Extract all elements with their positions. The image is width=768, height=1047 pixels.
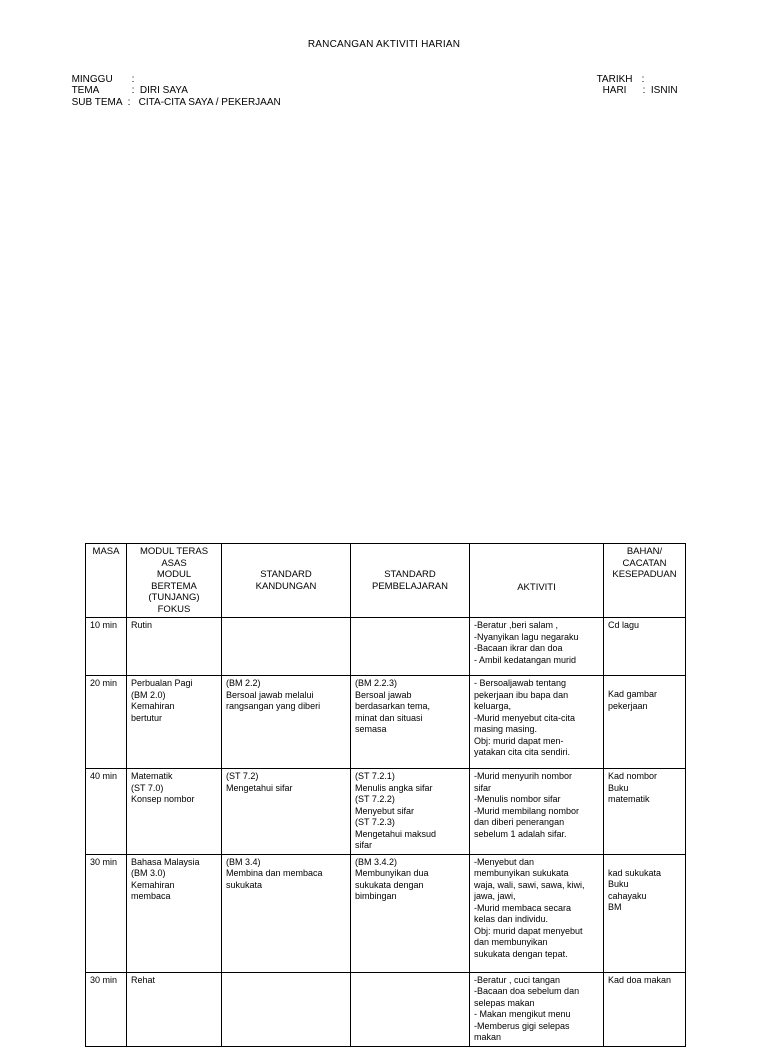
page-title: RANCANGAN AKTIVITI HARIAN: [307, 39, 461, 50]
cell-aktiviti: [470, 769, 604, 855]
cell-sp-line: bimbingan: [355, 891, 397, 901]
cell-bahan-line: Cd lagu: [608, 620, 640, 630]
cell-bahan: [604, 854, 686, 972]
cell-sk-line: Mengetahui sifar: [226, 782, 293, 793]
cell-modul-line: Perbualan Pagi: [131, 678, 193, 688]
cell-sk: [222, 769, 351, 855]
cell-sp-line: (ST 7.2.3): [355, 817, 395, 827]
cell-bahan-line: BM: [608, 902, 622, 912]
cell-sk: [222, 618, 351, 676]
header-sp-line: PEMBELAJARAN: [371, 580, 449, 592]
cell-masa: 10 min: [86, 618, 127, 676]
tema-value: : DIRI SAYA: [131, 85, 188, 96]
cell-modul-line: Matematik: [131, 771, 173, 781]
minggu-value: :: [131, 74, 135, 85]
cell-sp-line: (BM 3.4.2): [355, 856, 398, 867]
cell-aktiviti-line: makan: [474, 1032, 502, 1042]
cell-aktiviti: [470, 854, 604, 972]
header-modul-line: FOKUS: [157, 603, 191, 615]
cell-sp-line: (ST 7.2.2): [355, 794, 395, 804]
hari-value: : ISNIN: [642, 85, 678, 96]
cell-aktiviti-line: waja, wali, sawi, sawa, kiwi,: [474, 879, 585, 890]
cell-sk-line: (BM 3.4): [226, 856, 261, 867]
subtema-label: SUB TEMA: [71, 97, 123, 108]
cell-aktiviti-line: -Beratur ,beri salam ,: [474, 620, 559, 630]
cell-modul-line: Kemahiran: [131, 879, 175, 890]
cell-sp-line: minat dan situasi: [355, 712, 423, 723]
cell-aktiviti-line: membunyikan sukukata: [474, 868, 569, 878]
header-modul-line: MODUL: [156, 569, 192, 580]
cell-aktiviti-line: selepas makan: [474, 997, 535, 1008]
header-aktiviti-text: AKTIVITI: [517, 581, 556, 593]
cell-masa: 30 min: [86, 972, 127, 1046]
cell-modul-line: membaca: [131, 891, 171, 901]
cell-sp-line: Mengetahui maksud: [355, 828, 437, 839]
header-sp-line: STANDARD: [384, 569, 436, 580]
table-row: [86, 676, 686, 769]
cell-aktiviti-line: -Bacaan ikrar dan doa: [474, 643, 563, 653]
cell-aktiviti-line: - Makan mengikut menu: [474, 1009, 571, 1019]
header-bahan-line: CACATAN: [622, 557, 667, 569]
cell-bahan-line: Buku: [608, 879, 629, 889]
cell-aktiviti-line: -Murid menyebut cita-cita: [474, 712, 576, 723]
cell-modul-line: Rehat: [131, 974, 156, 985]
cell-aktiviti-line: jawa, jawi,: [474, 891, 516, 901]
header-masa: MASA: [86, 544, 127, 618]
cell-bahan-line: pekerjaan: [608, 700, 648, 711]
meta-hari: [597, 73, 678, 97]
header-standard-kandungan: [222, 544, 351, 618]
cell-bahan: [604, 618, 686, 676]
cell-modul: [127, 618, 222, 676]
cell-modul: [127, 972, 222, 1046]
cell-sp: [351, 972, 470, 1046]
cell-sp-line: Membunyikan dua: [355, 868, 429, 878]
cell-sp: [351, 618, 470, 676]
cell-masa: 30 min: [86, 854, 127, 972]
activity-table-body: [86, 618, 686, 1047]
header-bahan: [604, 544, 686, 618]
cell-sp-line: sifar: [355, 840, 373, 850]
cell-aktiviti-line: -Murid menyurih nombor: [474, 771, 573, 781]
cell-masa: 20 min: [86, 676, 127, 769]
table-row: [86, 854, 686, 972]
cell-aktiviti-line: Obj: murid dapat men-: [474, 735, 564, 746]
cell-aktiviti-line: -Memberus gigi selepas: [474, 1020, 570, 1031]
cell-aktiviti-line: sebelum 1 adalah sifar.: [474, 828, 567, 839]
cell-sp: [351, 769, 470, 855]
cell-aktiviti: [470, 618, 604, 676]
meta-subtema: [66, 85, 281, 109]
cell-bahan-line: matematik: [608, 794, 650, 804]
cell-masa: 40 min: [86, 769, 127, 855]
header-modul-line: BERTEMA: [151, 580, 197, 592]
cell-modul-line: (BM 3.0): [131, 868, 166, 878]
cell-bahan-line: cahayaku: [608, 890, 647, 901]
cell-sp-line: sukukata dengan: [355, 879, 424, 890]
cell-sp-line: berdasarkan tema,: [355, 701, 431, 711]
cell-sk-line: Bersoal jawab melalui: [226, 689, 314, 700]
header-modul-line: MODUL TERAS: [139, 546, 209, 557]
cell-sk: [222, 972, 351, 1046]
cell-aktiviti-line: yatakan cita cita sendiri.: [474, 747, 571, 757]
cell-sk-line: sukukata: [226, 879, 263, 890]
subtema-value: : CITA-CITA SAYA / PEKERJAAN: [127, 97, 281, 108]
header-bahan-line: BAHAN/: [626, 546, 663, 557]
cell-bahan-line: Kad gambar: [608, 689, 658, 699]
cell-sk-line: rangsangan yang diberi: [226, 701, 321, 711]
cell-modul-line: (ST 7.0): [131, 782, 164, 793]
cell-aktiviti-line: -Beratur , cuci tangan: [474, 974, 561, 985]
cell-bahan-line: Kad nombor: [608, 771, 658, 781]
cell-sp: [351, 854, 470, 972]
header-sk-line: KANDUNGAN: [255, 580, 317, 592]
cell-aktiviti-line: - Bersoaljawab tentang: [474, 678, 567, 688]
header-standard-pembelajaran: [351, 544, 470, 618]
table-row: [86, 769, 686, 855]
cell-sp-line: Menyebut sifar: [355, 805, 415, 816]
cell-sp: [351, 676, 470, 769]
cell-aktiviti-line: -Murid membilang nombor: [474, 805, 580, 816]
cell-bahan-line: Kad doa makan: [608, 974, 672, 985]
cell-aktiviti-line: dan membunyikan: [474, 937, 548, 947]
cell-modul-line: Konsep nombor: [131, 794, 195, 804]
cell-bahan: [604, 769, 686, 855]
tarikh-value: :: [641, 74, 645, 85]
cell-bahan-line: kad sukukata: [608, 867, 662, 878]
activity-table-wrap: [85, 543, 685, 1047]
cell-sp-line: Menulis angka sifar: [355, 782, 433, 793]
cell-aktiviti-line: -Menyebut dan: [474, 856, 535, 867]
header-sk-line: STANDARD: [260, 569, 312, 580]
cell-aktiviti: [470, 972, 604, 1046]
cell-modul: [127, 854, 222, 972]
header-modul-line: ASAS: [161, 557, 187, 569]
cell-aktiviti-line: masing masing.: [474, 724, 538, 734]
cell-sk: [222, 854, 351, 972]
cell-aktiviti-line: Obj: murid dapat menyebut: [474, 925, 583, 936]
table-row: [86, 972, 686, 1046]
cell-sk-line: (ST 7.2): [226, 771, 259, 781]
cell-aktiviti-line: dan diberi penerangan: [474, 817, 565, 827]
table-row: [86, 618, 686, 676]
cell-sk-line: Membina dan membaca: [226, 868, 323, 878]
cell-aktiviti-line: -Menulis nombor sifar: [474, 794, 561, 804]
header-bahan-line: KESEPADUAN: [612, 569, 677, 580]
cell-aktiviti-line: keluarga,: [474, 701, 512, 711]
cell-modul: [127, 769, 222, 855]
cell-sk-line: (BM 2.2): [226, 678, 261, 688]
cell-aktiviti-line: sukukata dengan tepat.: [474, 948, 568, 959]
minggu-label: MINGGU: [71, 74, 113, 85]
cell-sp-line: (ST 7.2.1): [355, 771, 395, 781]
cell-aktiviti-line: - Ambil kedatangan murid: [474, 654, 577, 665]
cell-bahan: [604, 972, 686, 1046]
cell-aktiviti-line: pekerjaan ibu bapa dan: [474, 689, 569, 700]
header-modul-line: (TUNJANG): [148, 592, 200, 603]
table-header-row: [86, 544, 686, 618]
tarikh-label: TARIKH: [596, 74, 633, 85]
cell-sp-line: (BM 2.2.3): [355, 678, 398, 688]
cell-modul: [127, 676, 222, 769]
header-aktiviti: [470, 544, 604, 618]
cell-modul-line: Bahasa Malaysia: [131, 856, 200, 867]
cell-aktiviti-line: -Bacaan doa sebelum dan: [474, 986, 580, 996]
header-modul: [127, 544, 222, 618]
cell-aktiviti-line: sifar: [474, 782, 492, 793]
cell-modul-line: Kemahiran: [131, 701, 175, 711]
cell-sp-line: semasa: [355, 724, 387, 734]
cell-aktiviti: [470, 676, 604, 769]
tema-label: TEMA: [71, 85, 100, 96]
cell-aktiviti-line: -Murid membaca secara: [474, 902, 572, 913]
cell-modul-line: (BM 2.0): [131, 689, 166, 700]
cell-sk: [222, 676, 351, 769]
cell-bahan: [604, 676, 686, 769]
cell-bahan-line: Buku: [608, 782, 629, 793]
cell-sp-line: Bersoal jawab: [355, 689, 412, 700]
activity-table: [85, 543, 686, 1047]
cell-modul-line: bertutur: [131, 712, 163, 723]
cell-aktiviti-line: -Nyanyikan lagu negaraku: [474, 631, 579, 642]
hari-label: HARI: [602, 85, 627, 96]
cell-aktiviti-line: kelas dan individu.: [474, 914, 549, 924]
cell-modul-line: Rutin: [131, 620, 153, 630]
